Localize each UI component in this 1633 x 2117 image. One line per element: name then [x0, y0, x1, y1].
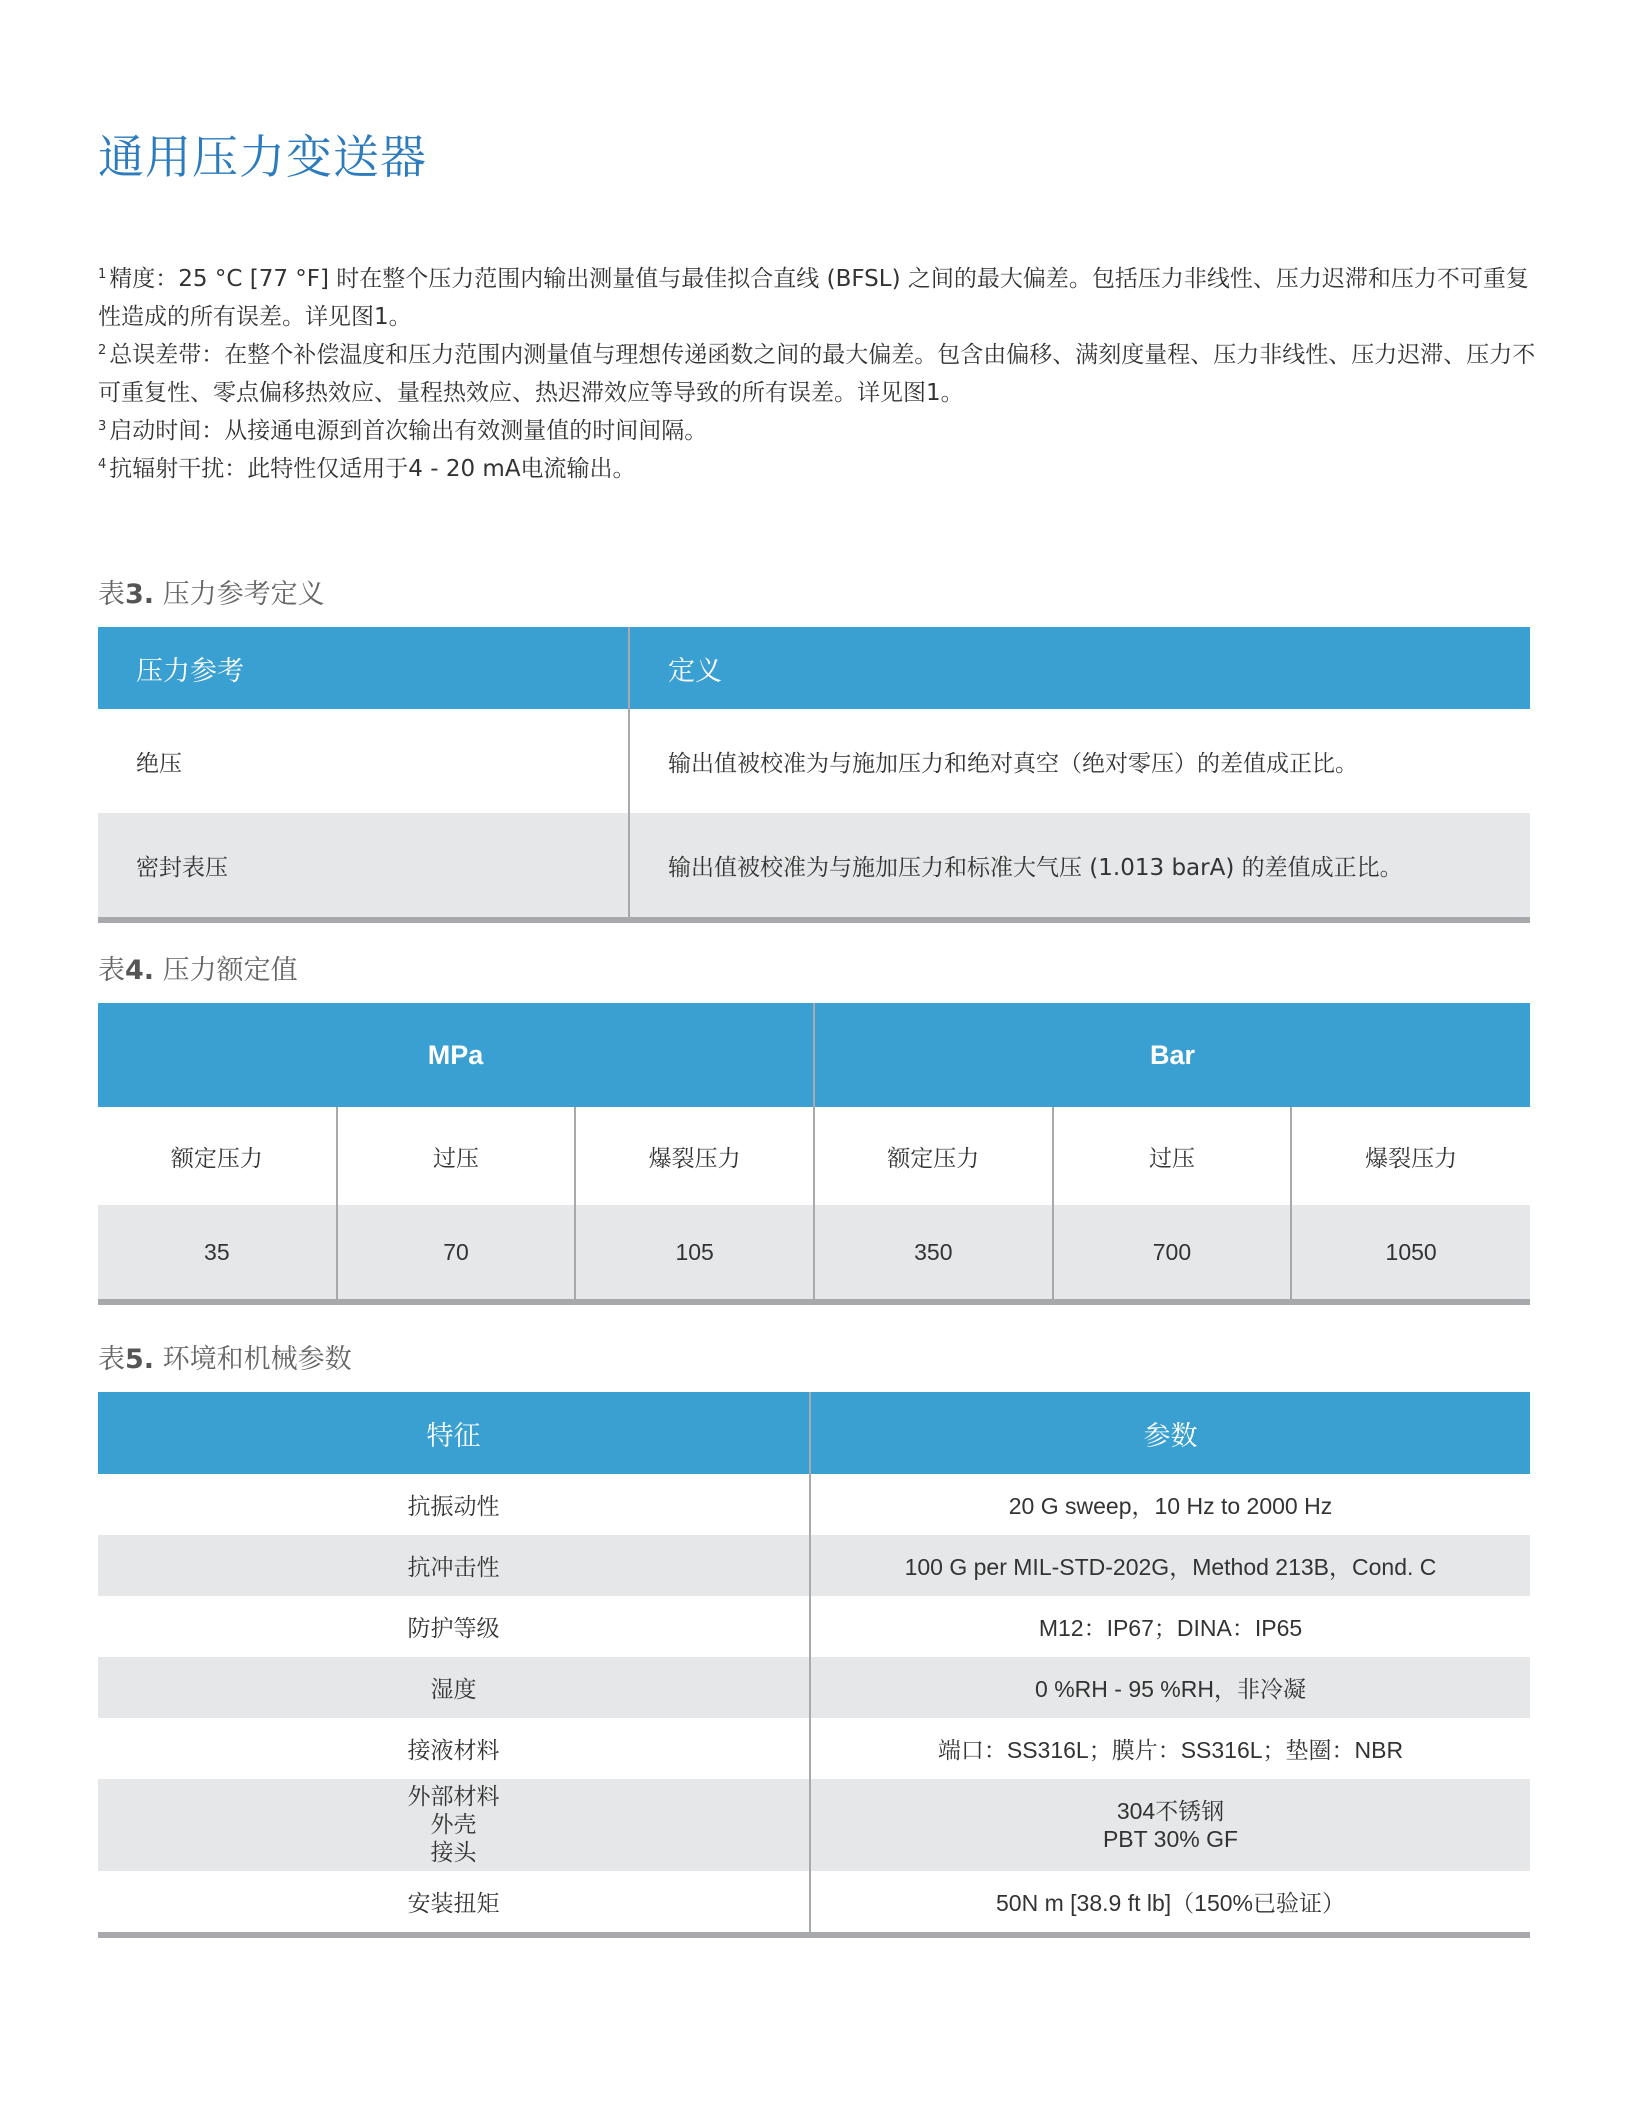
- subheader-cell: 过压: [337, 1107, 576, 1205]
- column-header: 定义: [668, 655, 722, 687]
- table-row: [98, 1779, 1530, 1871]
- column-header: 特征: [98, 1392, 810, 1474]
- footnote-number: 2: [98, 343, 107, 358]
- footnote-text: 抗辐射干扰：此特性仅适用于4 - 20 mA电流输出。: [109, 456, 636, 482]
- feature-line: 外部材料: [407, 1784, 500, 1810]
- table-cell: 输出值被校准为与施加压力和绝对真空（绝对零压）的差值成正比。: [668, 750, 1358, 777]
- column-header: 压力参考: [98, 627, 629, 709]
- table-cell: 密封表压: [98, 813, 629, 920]
- table-row: [98, 1871, 1530, 1935]
- caption-text: 压力额定值: [154, 955, 298, 986]
- table-row: [98, 1205, 1530, 1302]
- param-cell: 100 G per MIL-STD-202G，Method 213B，Cond. C: [904, 1554, 1437, 1580]
- table-header-row: [98, 1392, 1530, 1474]
- value-cell: 700: [1053, 1205, 1292, 1302]
- footnote: [98, 450, 1538, 488]
- table-subheader-row: [98, 1107, 1530, 1205]
- feature-cell: 抗振动性: [98, 1474, 810, 1535]
- footnote: [98, 260, 1538, 336]
- table-row: [98, 813, 1530, 920]
- feature-line: 外壳: [430, 1812, 477, 1838]
- param-cell: 20 G sweep，10 Hz to 2000 Hz: [1008, 1493, 1333, 1519]
- pressure-rating-table: [98, 1003, 1530, 1305]
- param-line: 304不锈钢: [1116, 1798, 1225, 1824]
- param-cell: 50N m [38.9 ft lb]（150%已验证）: [996, 1890, 1345, 1916]
- feature-cell: 防护等级: [98, 1596, 810, 1657]
- table-cell: 输出值被校准为与施加压力和标准大气压 (1.013 barA) 的差值成正比。: [668, 854, 1403, 881]
- table4-caption: [98, 948, 298, 987]
- footnote-text: 精度：25 °C [77 °F] 时在整个压力范围内输出测量值与最佳拟合直线 (BFSL) 之间的最大偏差。包括压力非线性、压力迟滞和压力不可重复性造成的所有误差。详见图1。: [98, 266, 1529, 330]
- group-header-bar: Bar: [1149, 1039, 1195, 1070]
- table-row: [98, 1474, 1530, 1535]
- param-cell: 端口：SS316L；膜片：SS316L；垫圈：NBR: [937, 1737, 1404, 1763]
- table-row: [98, 1535, 1530, 1596]
- feature-cell: 湿度: [98, 1657, 810, 1718]
- subheader-cell: 额定压力: [98, 1107, 337, 1205]
- footnote-number: 4: [98, 457, 107, 472]
- footnote-text: 总误差带：在整个补偿温度和压力范围内测量值与理想传递函数之间的最大偏差。包含由偏移、满刻度量程、压力非线性、压力迟滞、压力不可重复性、零点偏移热效应、量程热效应、热迟滞效应等导致的所有误差。详见图1。: [98, 342, 1536, 406]
- param-cell: [810, 1779, 1530, 1871]
- caption-number: 5.: [125, 1344, 155, 1375]
- value-cell: 105: [575, 1205, 814, 1302]
- pressure-reference-table: [98, 627, 1530, 923]
- feature-cell: 安装扭矩: [98, 1871, 810, 1935]
- footnote-number: 1: [98, 267, 107, 282]
- param-cell: M12：IP67；DINA：IP65: [1038, 1615, 1303, 1641]
- caption-prefix: 表: [98, 1344, 125, 1375]
- footnote: [98, 412, 1538, 450]
- footnote-number: 3: [98, 419, 107, 434]
- footnotes: [98, 260, 1538, 488]
- environmental-mechanical-table: [98, 1392, 1530, 1938]
- table-row: [98, 1657, 1530, 1718]
- caption-text: 压力参考定义: [154, 579, 325, 610]
- value-cell: 70: [337, 1205, 576, 1302]
- table-row: [98, 709, 1530, 813]
- table5-caption: [98, 1337, 352, 1376]
- table3-caption: [98, 572, 325, 611]
- subheader-cell: 过压: [1053, 1107, 1292, 1205]
- group-header-mpa: MPa: [98, 1003, 814, 1107]
- value-cell: 1050: [1385, 1238, 1437, 1265]
- feature-cell: [98, 1779, 810, 1871]
- footnote: [98, 336, 1538, 412]
- caption-number: 4.: [125, 955, 155, 986]
- param-line: PBT 30% GF: [1102, 1826, 1239, 1852]
- caption-text: 环境和机械参数: [154, 1344, 352, 1375]
- value-cell: 350: [814, 1205, 1053, 1302]
- subheader-cell: 爆裂压力: [575, 1107, 814, 1205]
- value-cell: 35: [98, 1205, 337, 1302]
- table-header-row: [98, 1003, 1530, 1107]
- table-row: [98, 1596, 1530, 1657]
- footnote-text: 启动时间：从接通电源到首次输出有效测量值的时间间隔。: [109, 418, 708, 444]
- caption-number: 3.: [125, 579, 155, 610]
- table-header-row: [98, 627, 1530, 709]
- column-header: 参数: [1143, 1420, 1198, 1452]
- page-title: 通用压力变送器: [98, 129, 427, 184]
- table-cell: 绝压: [98, 709, 629, 813]
- feature-line: 接头: [430, 1840, 477, 1866]
- param-cell: 0 %RH - 95 %RH，非冷凝: [1035, 1676, 1306, 1702]
- subheader-cell: 爆裂压力: [1365, 1145, 1458, 1172]
- feature-cell: 接液材料: [98, 1718, 810, 1779]
- table-row: [98, 1718, 1530, 1779]
- caption-prefix: 表: [98, 955, 125, 986]
- feature-cell: 抗冲击性: [98, 1535, 810, 1596]
- caption-prefix: 表: [98, 579, 125, 610]
- subheader-cell: 额定压力: [814, 1107, 1053, 1205]
